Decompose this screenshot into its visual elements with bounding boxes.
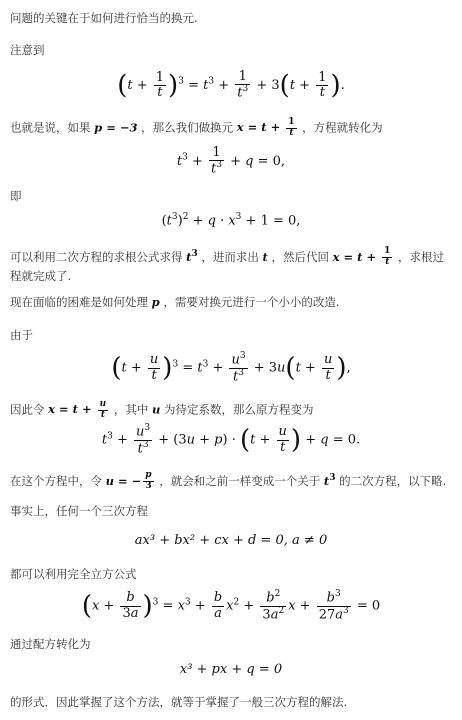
inline-math: x = t + $\frac{u}{t}$ bbox=[48, 399, 107, 420]
text-paragraph: 事实上，任何一个三次方程 bbox=[10, 504, 148, 518]
equation-identity-2: (t + $\frac{u}{t}$ )$^3 = t^3$ + $\frac{u^3}{t^3}$ + 3u(t + $\frac{u}{t}$ ), bbox=[111, 351, 351, 384]
inline-math: $t^3$ bbox=[323, 473, 336, 488]
equation-complete-cube: (x + $\frac{b}{3a}$ )$^3 = x^3$ + $\frac{b}{a}$ $x^2$ + $\frac{b^2}{3a^2}$ x + $\frac{b^3}{27a^3}$ = 0 bbox=[81, 589, 381, 622]
text-paragraph: 通过配方转化为 bbox=[10, 637, 91, 651]
inline-math: u = − $\frac{p}{3}$ bbox=[105, 470, 152, 492]
text-paragraph: 在这个方程中，令 u = − $\frac{p}{3}$ ，就会和之前一样变成一个关于 $t^3$ 的二次方程，以下略. bbox=[10, 470, 447, 492]
inline-math: t bbox=[262, 249, 268, 264]
equation-general-cubic: ax³ + bx² + cx + d = 0, a ≠ 0 bbox=[134, 533, 328, 548]
text-paragraph: 问题的关键在于如何进行恰当的换元. bbox=[10, 11, 198, 25]
text-paragraph: 由于 bbox=[10, 328, 33, 342]
text-paragraph: 即 bbox=[10, 189, 22, 203]
text-paragraph: 都可以利用完全立方公式 bbox=[10, 567, 137, 581]
text-paragraph: 可以利用二次方程的求根公式求得 $t^3$ ，进而求出 t ，然后代回 x = t + $\frac{1}{t}$ ，求根过程就完成了. bbox=[10, 246, 445, 284]
inline-math: u bbox=[151, 402, 161, 417]
text-paragraph: 现在面临的困难是如何处理 p ，需要对换元进行一个小小的改造. bbox=[10, 295, 340, 309]
equation-depressed-cubic: x³ + px + q = 0 bbox=[179, 662, 283, 677]
inline-math: p bbox=[151, 295, 160, 309]
equation-transformed-1: $t^3$ + $\frac{1}{t^3}$ + q = 0, bbox=[176, 145, 286, 177]
text-paragraph: 的形式．因此掌握了这个方法，就等于掌握了一般三次方程的解法. bbox=[10, 695, 348, 709]
text-paragraph: 注意到 bbox=[10, 43, 45, 57]
inline-math: p = −3 bbox=[94, 120, 138, 135]
text-paragraph: 因此令 x = t + $\frac{u}{t}$ ，其中 u 为待定系数，那么原方程变为 bbox=[10, 399, 314, 420]
equation-identity-1: (t + $\frac{1}{t}$ )$^3 = t^3$ + $\frac{1}{t^3}$ + 3(t + $\frac{1}{t}$ ). bbox=[117, 69, 345, 101]
equation-transformed-2: $t^3$ + $\frac{u^3}{t^3}$ + (3u + p) · (t + $\frac{u}{t}$ ) + q = 0. bbox=[101, 423, 361, 456]
text-paragraph: 也就是说，如果 p = −3 ，那么我们做换元 x = t + $\frac{1}{t}$ ，方程就转化为 bbox=[10, 117, 383, 138]
equation-quadratic-form: $(t^3)^2 + q \cdot x^3 + 1 = 0$, bbox=[161, 212, 301, 229]
inline-math: $t^3$ bbox=[186, 249, 198, 264]
inline-math: x = t + $\frac{1}{t}$ bbox=[236, 117, 295, 138]
inline-math: x = t + $\frac{1}{t}$ bbox=[332, 246, 391, 268]
